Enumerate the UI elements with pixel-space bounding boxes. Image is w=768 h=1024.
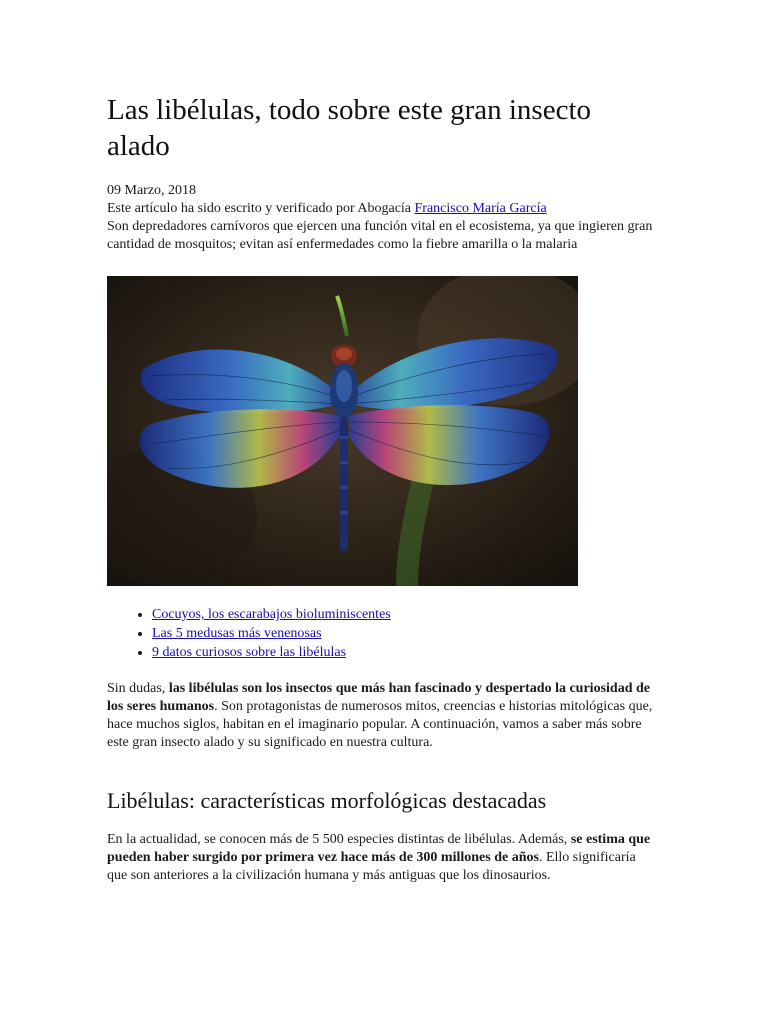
intro-emphasis: las libélulas son los insectos que más han fascinado y despertado la curiosidad de los seres humanos (107, 681, 650, 714)
byline (107, 200, 655, 218)
intro-paragraph (107, 680, 655, 752)
author-link[interactable]: Francisco María García (414, 201, 547, 216)
related-links-list (107, 605, 391, 662)
list-item (152, 643, 391, 662)
list-item (152, 624, 391, 643)
byline-prefix: Este artículo ha sido escrito y verificado por Abogacía (107, 201, 415, 216)
section-heading: Libélulas: características morfológicas destacadas (107, 788, 547, 813)
related-link[interactable]: Las 5 medusas más venenosas (152, 626, 322, 641)
publish-date: 09 Marzo, 2018 (107, 183, 197, 198)
section-paragraph (107, 831, 655, 885)
section-emphasis: se estima que pueden haber surgido por primera vez hace más de 300 millones de años (107, 832, 651, 865)
article-summary: Son depredadores carnívoros que ejercen una función vital en el ecosistema, ya que ingieren gran cantidad de mosquitos; evitan así enfermedades como la fiebre amarilla o la malaria (107, 219, 653, 252)
intro-lead: Sin dudas, (107, 681, 169, 696)
dragonfly-image (107, 276, 578, 586)
list-item (152, 605, 391, 624)
article-meta (107, 182, 655, 254)
section-lead: En la actualidad, se conocen más de 5 500 especies distintas de libélulas. Además, (107, 832, 571, 847)
page-title: Las libélulas, todo sobre este gran insecto alado (107, 94, 592, 162)
related-link[interactable]: Cocuyos, los escarabajos bioluminiscentes (152, 607, 391, 622)
intro-rest: . Son protagonistas de numerosos mitos, creencias e historias mitológicas que, hace muchos siglos, habitan en el imaginario popular. A continuación, vamos a saber más sobre este gran insecto alado y su significado en nuestra cultura. (107, 699, 653, 750)
section-rest: . Ello significaría que son anteriores a la civilización humana y más antiguas que los dinosaurios. (107, 850, 636, 883)
related-link[interactable]: 9 datos curiosos sobre las libélulas (152, 645, 347, 660)
